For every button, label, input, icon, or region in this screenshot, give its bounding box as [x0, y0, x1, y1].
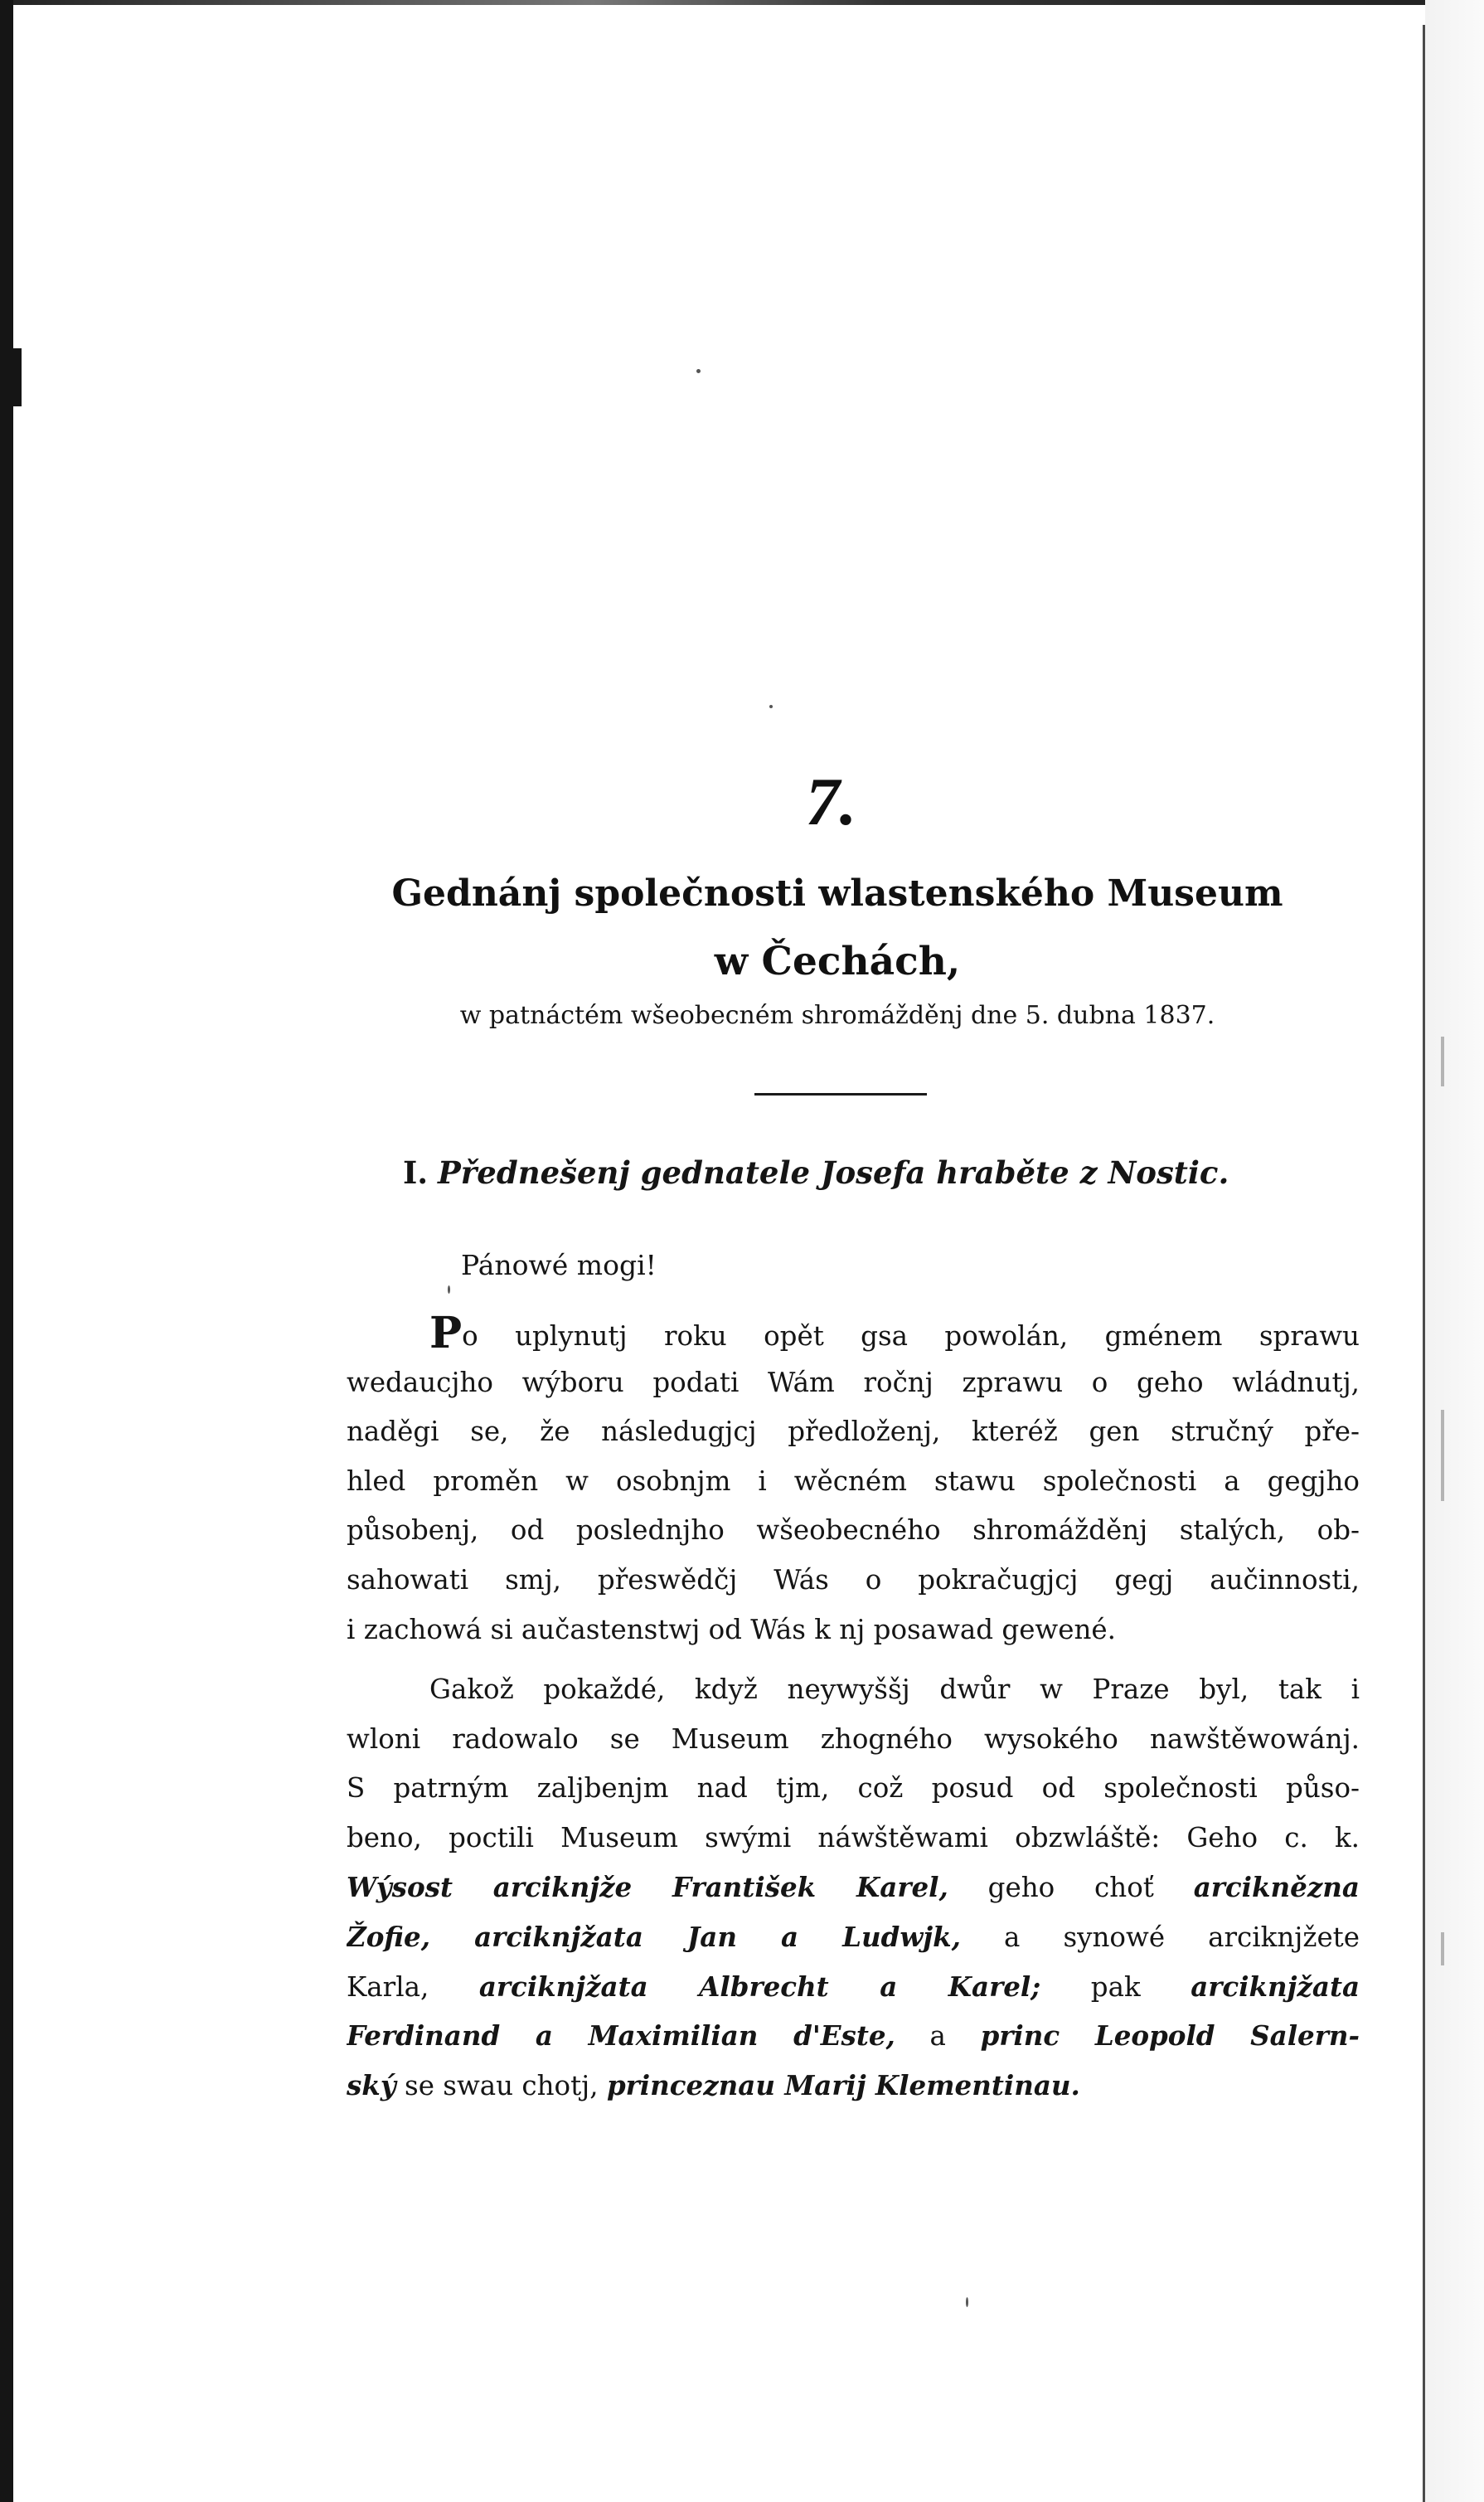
text-line	[347, 1863, 1360, 1912]
scan-right-margin	[1425, 0, 1484, 2502]
section-number: I.	[403, 1154, 429, 1191]
italic-span: Žofie, arciknjžata Jan a Ludwjk,	[347, 1920, 961, 1953]
text-span: a	[929, 2020, 946, 2053]
scan-top-edge	[0, 0, 1484, 5]
text-line: wloni radowalo se Museum zhogného wysokého nawštěwowánj.	[347, 1722, 1360, 1755]
text-span: geho choť	[987, 1872, 1154, 1904]
text-line: wedaucjho wýboru podati Wám ročnj zprawu o geho wládnutj,	[347, 1366, 1360, 1398]
section-heading	[403, 1154, 1356, 1191]
salutation: Pánowé mogi!	[461, 1249, 657, 1281]
paragraph-2	[347, 1665, 1360, 2110]
scan-left-edge	[0, 0, 13, 2502]
text-span: a synowé arciknjžete	[1004, 1921, 1360, 1953]
scan-left-notch	[13, 348, 22, 406]
text-line: hled proměn w osobnjm i wěcném stawu společnosti a gegjho	[347, 1465, 1360, 1497]
scan-right-edge	[1423, 25, 1425, 2502]
text-line: naděgi se, že následugjcj předloženj, kteréž gen stručný pře-	[347, 1416, 1360, 1448]
text-line	[347, 1309, 1360, 1358]
title-divider	[754, 1093, 927, 1096]
scan-speck	[769, 705, 773, 708]
section-title: Přednešenj gednatele Josefa hraběte z Nostic.	[437, 1154, 1229, 1191]
text-span: pak	[1090, 1970, 1141, 2003]
scan-speck	[966, 2297, 968, 2307]
text-line: beno, poctili Museum swými náwštěwami obzwláště: Geho c. k.	[347, 1821, 1360, 1853]
text-span: Karla,	[347, 1970, 429, 2003]
text-line: Gakož pokaždé, když neywyššj dwůr w Praze byl, tak i	[429, 1674, 1360, 1705]
italic-span: princeznau Marij Klementinau.	[606, 2068, 1080, 2101]
text-line-rest: o uplynutj roku opět gsa powolán, gménem sprawu	[462, 1320, 1360, 1352]
text-line: S patrným zaljbenjm nad tjm, což posud od společnosti půso-	[347, 1772, 1360, 1805]
scan-right-mark	[1441, 1037, 1444, 1086]
italic-span: arciknězna	[1193, 1871, 1360, 1904]
text-line	[347, 1912, 1360, 1962]
drop-cap: P	[429, 1309, 463, 1358]
text-line	[347, 2011, 1360, 2061]
page-subtitle: w patnáctém wšeobecném shromážděnj dne 5. dubna 1837.	[459, 1001, 1215, 1030]
paragraph-1	[347, 1309, 1360, 1654]
text-line	[347, 1962, 1360, 2012]
italic-span: Ferdinand a Maximilian d'Este,	[347, 2019, 895, 2053]
text-line: sahowati smj, přeswědčj Wás o pokračugjcj gegj aučinnosti,	[347, 1563, 1360, 1596]
italic-span: ský	[347, 2068, 396, 2101]
italic-span: arciknjžata	[1191, 1970, 1360, 2003]
italic-span: Wýsost arciknjže František Karel,	[347, 1871, 948, 1904]
text-line: působenj, od poslednjho wšeobecného shromážděnj stalých, ob-	[347, 1514, 1360, 1547]
italic-span: princ Leopold Salern-	[980, 2019, 1360, 2053]
text-line: i zachowá si aučastenstwj od Wás k nj posawad gewené.	[347, 1613, 1116, 1645]
page-title-place: w Čechách,	[714, 939, 961, 984]
page-title: Gednánj společnosti wlastenského Museum	[391, 872, 1283, 915]
page-number: 7.	[805, 764, 857, 839]
scan-right-mark	[1441, 1932, 1444, 1965]
text-line	[347, 2061, 1360, 2111]
text-span: se swau chotj,	[405, 2069, 599, 2101]
scan-speck	[448, 1285, 450, 1294]
scan-right-mark	[1441, 1410, 1444, 1501]
scan-speck	[696, 369, 701, 373]
italic-span: arciknjžata Albrecht a Karel;	[478, 1970, 1041, 2003]
